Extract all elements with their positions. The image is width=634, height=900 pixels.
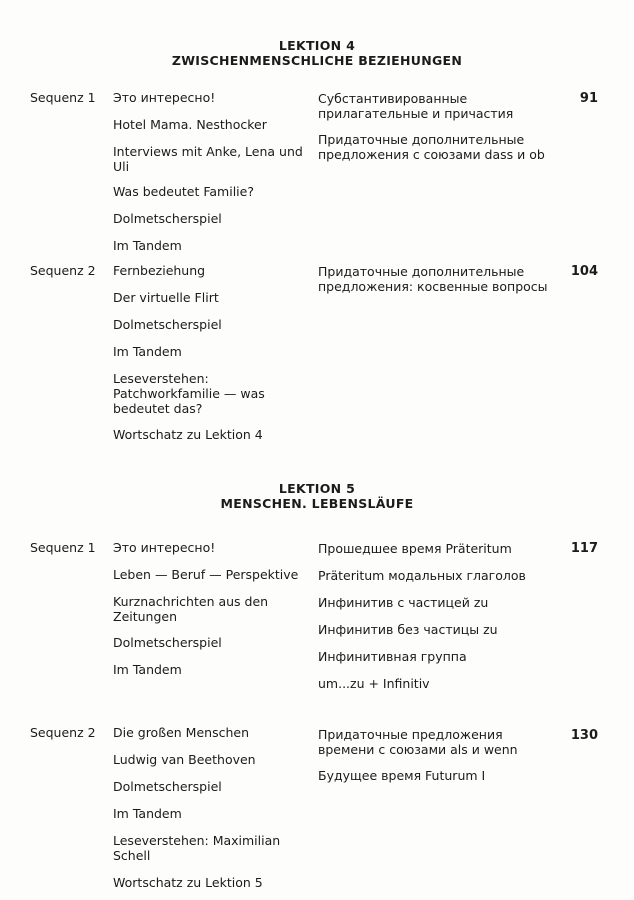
lesson-4-label: LEKTION 4 xyxy=(278,38,356,53)
grammar-item: Инфинитив без частицы zu xyxy=(318,622,498,637)
topic-item: Dolmetscherspiel xyxy=(113,317,222,332)
topic-item: Ludwig van Beethoven xyxy=(113,752,256,767)
grammar-item: Будущее время Futurum I xyxy=(318,768,486,783)
topic-item: Dolmetscherspiel xyxy=(113,779,222,794)
grammar-item: um...zu + Infinitiv xyxy=(318,676,430,691)
topic-item: Was bedeutet Familie? xyxy=(113,184,254,199)
topic-item: Dolmetscherspiel xyxy=(113,211,222,226)
topic-item: Wortschatz zu Lektion 5 xyxy=(113,875,263,890)
grammar-item: Придаточные дополнительные предложения: косвенные вопросы xyxy=(318,264,548,294)
topic-item: Leben — Beruf — Perspektive xyxy=(113,567,299,582)
lesson-5-label: LEKTION 5 xyxy=(278,481,356,496)
topic-item: Kurznachrichten aus den Zeitungen xyxy=(113,594,269,624)
topic-item: Wortschatz zu Lektion 4 xyxy=(113,427,263,442)
topic-item: Это интересно! xyxy=(113,540,216,555)
topic-item: Im Tandem xyxy=(113,806,182,821)
grammar-item: Инфинитивная группа xyxy=(318,649,467,664)
topic-item: Der virtuelle Flirt xyxy=(113,290,219,305)
grammar-item: Инфинитив с частицей zu xyxy=(318,595,489,610)
page-number: 117 xyxy=(570,541,598,556)
topic-item: Dolmetscherspiel xyxy=(113,635,222,650)
topic-item: Это интересно! xyxy=(113,90,216,105)
lesson-4-sequence-2-label: Sequenz 2 xyxy=(30,263,96,278)
topic-item: Fernbeziehung xyxy=(113,263,206,278)
topic-item: Hotel Mama. Nesthocker xyxy=(113,117,267,132)
lesson-4-title: ZWISCHENMENSCHLICHE BEZIEHUNGEN xyxy=(171,53,463,68)
lesson-5-sequence-1-label: Sequenz 1 xyxy=(30,540,96,555)
grammar-item: Придаточные предложения времени с союзами als и wenn xyxy=(318,727,518,757)
topic-item: Im Tandem xyxy=(113,238,182,253)
grammar-item: Субстантивированные прилагательные и причастия xyxy=(318,91,514,121)
grammar-item: Präteritum модальных глаголов xyxy=(318,568,526,583)
grammar-item: Прошедшее время Präteritum xyxy=(318,541,512,556)
page-number: 91 xyxy=(579,91,598,106)
topic-item: Die großen Menschen xyxy=(113,725,249,740)
lesson-5-sequence-2-label: Sequenz 2 xyxy=(30,725,96,740)
grammar-item: Придаточные дополнительные предложения с союзами dass и ob xyxy=(318,132,545,162)
lesson-5-title: MENSCHEN. LEBENSLÄUFE xyxy=(220,496,414,511)
topic-item: Interviews mit Anke, Lena und Uli xyxy=(113,144,303,174)
topic-item: Im Tandem xyxy=(113,662,182,677)
page-number: 130 xyxy=(570,728,598,743)
lesson-4-sequence-1-label: Sequenz 1 xyxy=(30,90,96,105)
topic-item: Leseverstehen: Maximilian Schell xyxy=(113,833,281,863)
topic-item: Leseverstehen: Patchworkfamilie — was bedeutet das? xyxy=(113,371,265,416)
topic-item: Im Tandem xyxy=(113,344,182,359)
page-number: 104 xyxy=(570,264,598,279)
